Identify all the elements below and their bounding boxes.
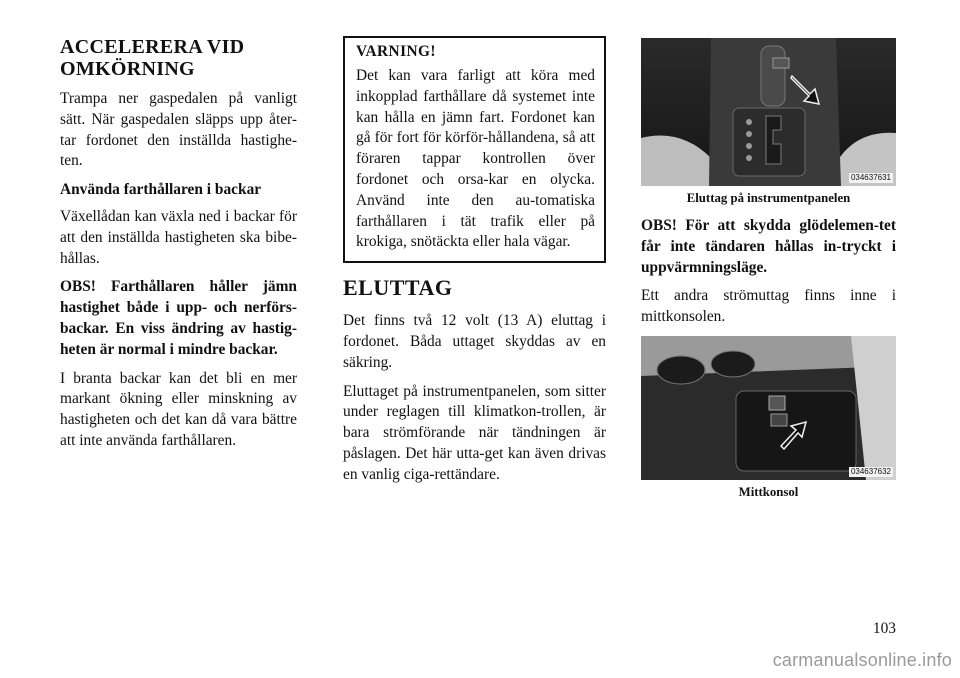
right-column [641, 38, 896, 510]
paragraph: Det finns två 12 volt (13 A) eluttag i fordonet. Båda uttaget skyddas av en säkring. [343, 312, 606, 371]
note-paragraph: OBS! Farthållaren håller jämn hastighet både i upp- och nerförs-backar. En viss ändring av hastig-heten är normal i mindre backar. [60, 278, 297, 358]
figure-instrument-panel-outlet [641, 38, 896, 186]
warning-box [343, 36, 606, 263]
figure-caption: Mittkonsol [738, 484, 799, 499]
figure-code: 034637632 [850, 466, 891, 476]
center-console-photo [641, 336, 896, 480]
watermark: carmanualsonline.info [772, 650, 952, 670]
paragraph: I branta backar kan det bli en mer markant ökning eller minskning av hastigheten och det kan då vara bättre att inte använda farthållaren. [60, 369, 297, 449]
figure-caption: Eluttag på instrumentpanelen [686, 191, 851, 205]
warning-text: Det kan vara farligt att köra med inkopplad farthållare då systemet inte kan hålla en jämn fart. Fordonet kan gå för fort för körför-hållandena, så att föraren tappar kontrollen över fordonet och orsa-kar en olycka. Använd inte den au-tomatiska farthållaren i tät trafik eller på krokiga, snötäckta eller hala vägar. [356, 67, 595, 251]
note-paragraph: OBS! För att skydda glödelemen-tet får inte tändaren hållas in-tryckt i uppvärmningsläge. [641, 217, 896, 276]
page-number: 103 [872, 620, 896, 637]
figure-code: 034637631 [850, 173, 891, 182]
paragraph: Trampa ner gaspedalen på vanligt sätt. När gaspedalen släpps upp åter-tar fordonet den inställda hastighe-ten. [60, 90, 297, 170]
middle-column [343, 36, 606, 494]
left-column [60, 36, 297, 460]
paragraph: Växellådan kan växla ned i backar för att den inställda hastigheten ska bibe-hållas. [60, 207, 297, 267]
paragraph: Eluttaget på instrumentpanelen, som sitter under reglagen till klimatkon-trollen, är bara strömförande när tändningen är påslagen. Det här utta-get kan även drivas en vanlig ciga-rettändare. [343, 382, 606, 483]
instrument-panel-photo [641, 38, 896, 186]
figure-center-console [641, 336, 896, 480]
subheading-hills: Använda farthållaren i backar [60, 181, 262, 199]
paragraph: Ett andra strömuttag finns inne i mittkonsolen. [641, 287, 896, 326]
section-heading-power-outlet: ELUTTAG [343, 275, 453, 301]
section-heading-accelerate: ACCELERERA VID OMKÖRNING [60, 36, 245, 80]
warning-title: VARNING! [356, 43, 436, 60]
